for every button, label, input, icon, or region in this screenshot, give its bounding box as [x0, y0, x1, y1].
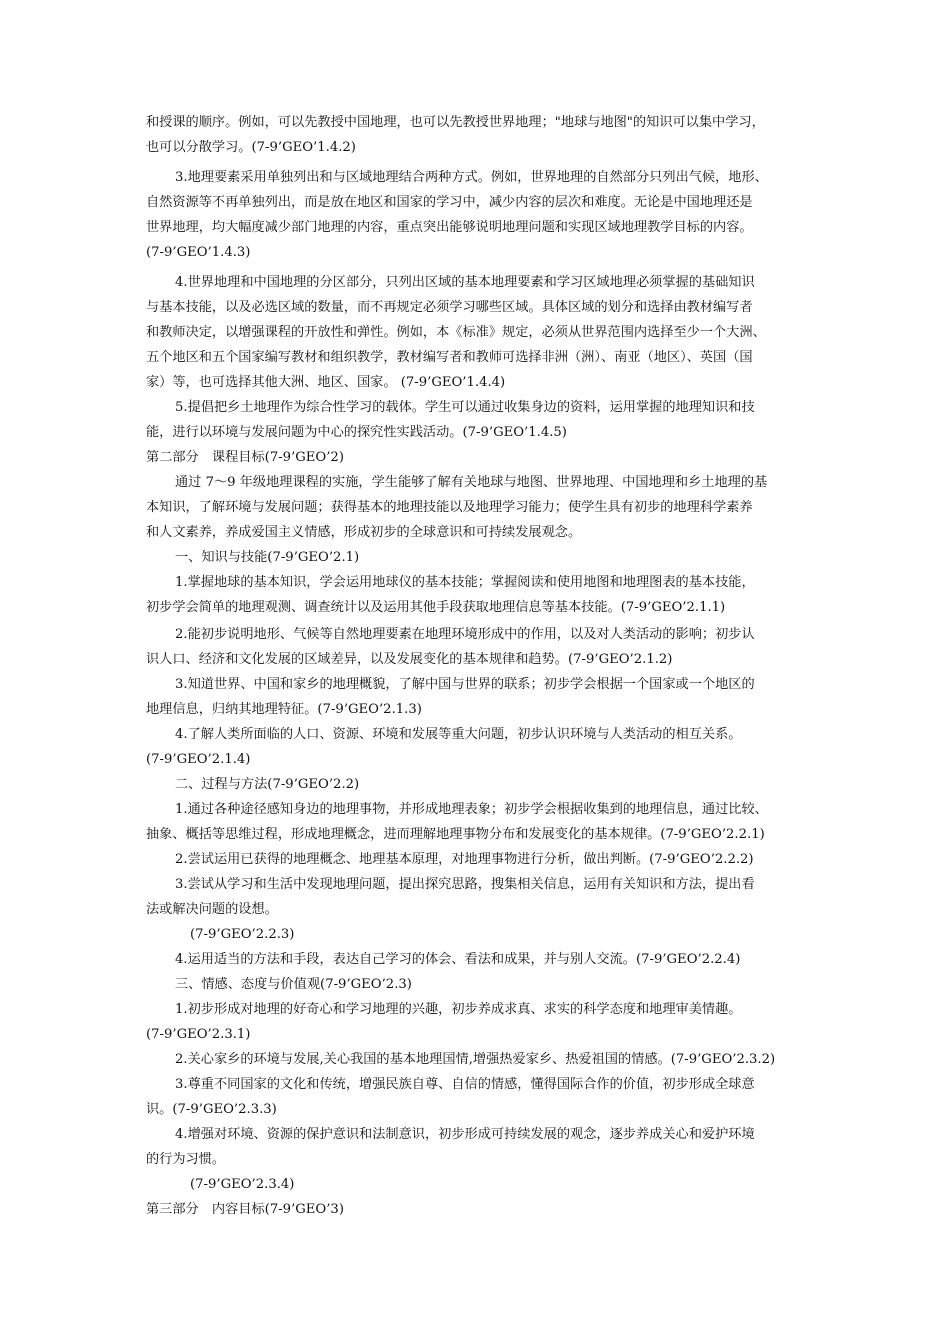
text-line: 4.运用适当的方法和手段，表达自己学习的体会、看法和成果，并与别人交流。(7-9’GEO’2.2.4) [175, 952, 741, 967]
text-line: 的行为习惯。 [146, 1152, 226, 1167]
text-line: 五个地区和五个国家编写教材和组织教学，教材编写者和教师可选择非洲（洲）、南亚（地区）、英国（国 [146, 350, 753, 365]
subsection-heading: 三、情感、态度与价值观(7-9’GEO’2.3) [175, 977, 412, 992]
text-line: 和授课的顺序。例如，可以先教授中国地理，也可以先教授世界地理；"地球与地图"的知识可以集中学习， [146, 115, 765, 130]
section-heading: 第三部分 内容目标(7-9’GEO’3) [146, 1202, 344, 1217]
section-heading: 第二部分 课程目标(7-9’GEO’2) [146, 450, 344, 465]
text-line: (7-9’GEO’1.4.3) [146, 245, 251, 260]
subsection-heading: 二、过程与方法(7-9’GEO’2.2) [175, 777, 360, 792]
text-line: 也可以分散学习。(7-9’GEO’1.4.2) [146, 140, 356, 155]
text-line: 地理信息，归纳其地理特征。(7-9’GEO’2.1.3) [146, 702, 422, 717]
text-line: 家）等，也可选择其他大洲、地区、国家。 (7-9’GEO’1.4.4) [146, 375, 506, 390]
text-line: 4.增强对环境、资源的保护意识和法制意识，初步形成可持续发展的观念，逐步养成关心和爱护环境 [175, 1127, 755, 1142]
text-line: 初步学会简单的地理观测、调查统计以及运用其他手段获取地理信息等基本技能。(7-9’GEO’2.1.1) [146, 600, 726, 615]
text-line: 3.地理要素采用单独列出和与区域地理结合两种方式。例如，世界地理的自然部分只列出气候，地形、 [175, 170, 768, 185]
text-line: 5.提倡把乡土地理作为综合性学习的载体。学生可以通过收集身边的资料，运用掌握的地理知识和技 [175, 400, 755, 415]
text-line: 2.关心家乡的环境与发展,关心我国的基本地理国情,增强热爱家乡、热爱祖国的情感。(7-9’GEO’2.3.2) [175, 1052, 776, 1067]
text-line: 4.了解人类所面临的人口、资源、环境和发展等重大问题，初步认识环境与人类活动的相互关系。 [175, 727, 742, 742]
text-line: 识人口、经济和文化发展的区域差异，以及发展变化的基本规律和趋势。(7-9’GEO’2.1.2) [146, 652, 673, 667]
text-line: 抽象、概括等思维过程，形成地理概念，进而理解地理事物分布和发展变化的基本规律。(7-9’GEO’2.2.1) [146, 827, 765, 842]
text-line: 3.尝试从学习和生活中发现地理问题，提出探究思路，搜集相关信息，运用有关知识和方法，提出看 [175, 877, 755, 892]
text-line: 1.初步形成对地理的好奇心和学习地理的兴趣，初步养成求真、求实的科学态度和地理审美情趣。 [175, 1002, 742, 1017]
text-line: 识。(7-9’GEO’2.3.3) [146, 1102, 277, 1117]
text-line: 3.知道世界、中国和家乡的地理概貌，了解中国与世界的联系；初步学会根据一个国家或一个地区的 [175, 677, 755, 692]
subsection-heading: 一、知识与技能(7-9’GEO’2.1) [175, 550, 360, 565]
text-line: 2.尝试运用已获得的地理概念、地理基本原理，对地理事物进行分析，做出判断。(7-9’GEO’2.2.2) [175, 852, 754, 867]
text-line: 4.世界地理和中国地理的分区部分，只列出区域的基本地理要素和学习区域地理必须掌握的基础知识 [175, 275, 755, 290]
text-line: 本知识，了解环境与发展问题；获得基本的地理技能以及地理学习能力；使学生具有初步的地理科学素养 [146, 500, 753, 515]
text-line: 和人文素养，养成爱国主义情感，形成初步的全球意识和可持续发展观念。 [146, 525, 582, 540]
text-line: (7-9’GEO’2.3.1) [146, 1027, 251, 1042]
text-line: 法或解决问题的设想。 [146, 902, 278, 917]
text-line: 自然资源等不再单独列出，而是放在地区和国家的学习中，减少内容的层次和难度。无论是中国地理还是 [146, 195, 753, 210]
text-line: 和教师决定，以增强课程的开放性和弹性。例如，本《标准》规定，必须从世界范围内选择至少一个大洲、 [146, 325, 766, 340]
text-line: 与基本技能，以及必选区域的数量，而不再规定必须学习哪些区域。具体区域的划分和选择由教材编写者 [146, 300, 753, 315]
text-line: (7-9’GEO’2.3.4) [190, 1177, 295, 1192]
text-line: 世界地理，均大幅度减少部门地理的内容，重点突出能够说明地理问题和实现区域地理教学目标的内容。 [146, 220, 753, 235]
text-line: 2.能初步说明地形、气候等自然地理要素在地理环境形成中的作用，以及对人类活动的影响；初步认 [175, 627, 755, 642]
text-line: 1.通过各种途径感知身边的地理事物，并形成地理表象；初步学会根据收集到的地理信息，通过比较、 [175, 802, 768, 817]
text-line: (7-9’GEO’2.2.3) [190, 927, 295, 942]
text-line: 通过 7～9 年级地理课程的实施，学生能够了解有关地球与地图、世界地理、中国地理和乡土地理的基 [175, 475, 768, 490]
text-line: (7-9’GEO’2.1.4) [146, 752, 251, 767]
text-line: 能，进行以环境与发展问题为中心的探究性实践活动。(7-9’GEO’1.4.5) [146, 425, 567, 440]
text-line: 1.掌握地球的基本知识，学会运用地球仪的基本技能；掌握阅读和使用地图和地理图表的基本技能， [175, 575, 755, 590]
text-line: 3.尊重不同国家的文化和传统，增强民族自尊、自信的情感，懂得国际合作的价值，初步形成全球意 [175, 1077, 755, 1092]
